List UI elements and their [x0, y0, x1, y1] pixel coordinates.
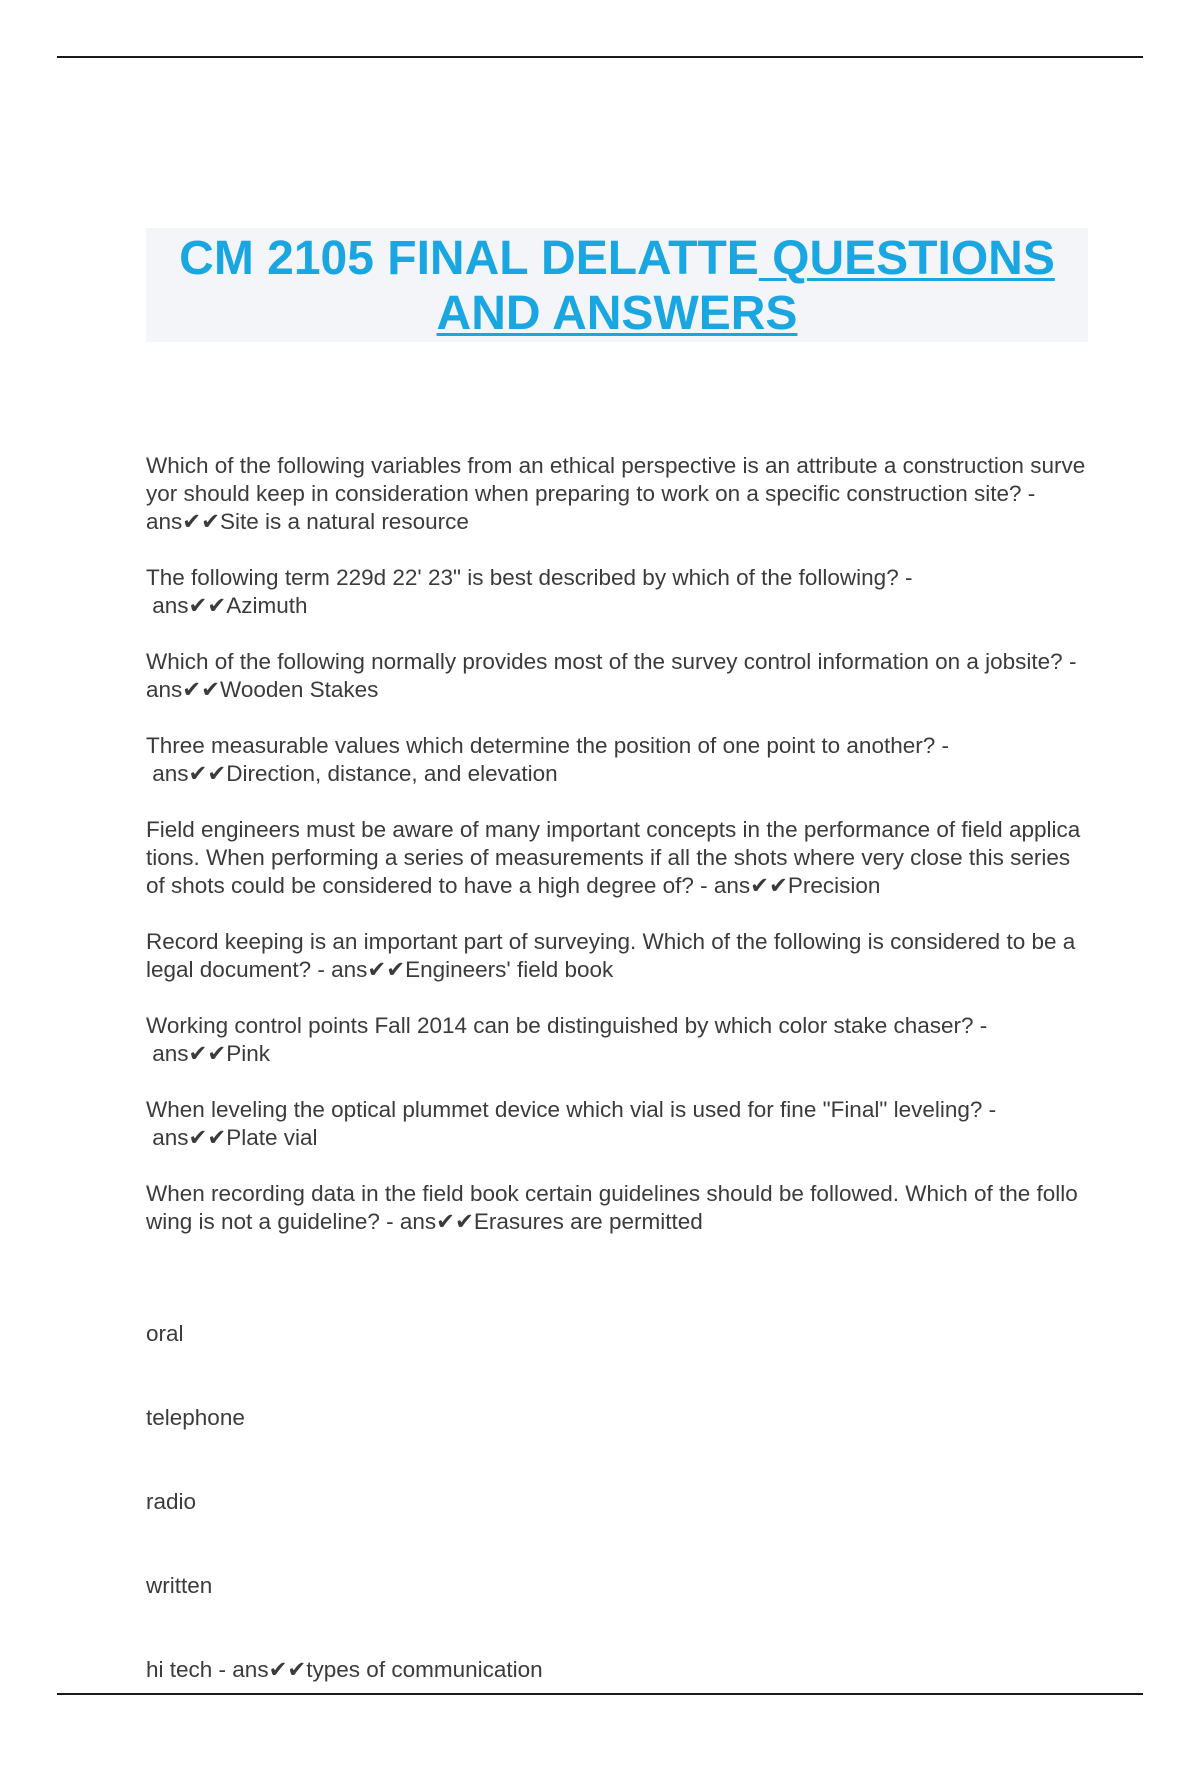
question-text: hi tech -	[146, 1657, 233, 1682]
answer-marker: ans✔✔	[152, 1041, 227, 1066]
answer-marker: ans✔✔	[146, 509, 220, 534]
list-line: oral	[146, 1321, 184, 1346]
qa-content	[146, 452, 1086, 1768]
title-text: CM 2105 FINAL DELATTE	[179, 232, 759, 285]
question-text: Which of the following normally provides most of the survey control information on a jobsite? -	[146, 649, 1083, 674]
qa-item	[146, 1096, 1086, 1152]
answer-group	[146, 509, 469, 534]
answer-text: types of communication	[306, 1657, 543, 1682]
qa-item	[146, 1180, 1086, 1236]
answer-text: Direction, distance, and elevation	[226, 761, 558, 786]
list-line: radio	[146, 1489, 197, 1514]
qa-item-communication	[146, 1264, 1086, 1740]
question-text: When recording data in the field book certain guidelines should be followed. Which of the following is not a guideline? -	[146, 1181, 1078, 1234]
list-line-answer	[146, 1656, 1086, 1684]
answer-group	[146, 677, 378, 702]
answer-text: Plate vial	[226, 1125, 318, 1150]
qa-item	[146, 928, 1086, 984]
answer-group	[331, 957, 613, 982]
bottom-rule	[57, 1693, 1143, 1695]
answer-group	[714, 873, 881, 898]
answer-group	[152, 1125, 317, 1150]
list-line: written	[146, 1573, 213, 1598]
question-text: Field engineers must be aware of many important concepts in the performance of field applications. When performing a series of measurements if all the shots where very close this series of shots could be considered to have a high degree of? -	[146, 817, 1081, 898]
document-title	[146, 228, 1088, 342]
answer-marker: ans✔✔	[152, 1125, 227, 1150]
answer-marker: ans✔✔	[152, 761, 227, 786]
list-line: telephone	[146, 1405, 245, 1430]
answer-marker: ans✔✔	[713, 873, 788, 898]
answer-text: Site is a natural resource	[219, 509, 469, 534]
question-text: When leveling the optical plummet device which vial is used for fine "Final" leveling? -	[146, 1097, 997, 1122]
qa-item	[146, 452, 1086, 536]
answer-marker: ans✔✔	[152, 593, 227, 618]
title-link[interactable]: QUESTIONS AND ANSWERS	[436, 232, 1055, 340]
answer-marker: ans✔✔	[399, 1209, 474, 1234]
answer-marker: ans✔✔	[331, 957, 406, 982]
question-text: Three measurable values which determine the position of one point to another? -	[146, 733, 949, 758]
answer-text: Pink	[226, 1041, 271, 1066]
question-text: Working control points Fall 2014 can be distinguished by which color stake chaser? -	[146, 1013, 988, 1038]
qa-item	[146, 1012, 1086, 1068]
qa-list	[146, 452, 1086, 1236]
answer-text: Wooden Stakes	[219, 677, 379, 702]
answer-group	[152, 761, 557, 786]
qa-item	[146, 648, 1086, 704]
question-text: Record keeping is an important part of surveying. Which of the following is considered to be a legal document? -	[146, 929, 1082, 982]
question-text: The following term 229d 22' 23" is best described by which of the following? -	[146, 565, 913, 590]
top-rule	[57, 56, 1143, 58]
answer-group	[152, 1041, 270, 1066]
answer-text: Precision	[787, 873, 881, 898]
answer-text: Azimuth	[226, 593, 308, 618]
answer-group	[152, 593, 307, 618]
qa-item	[146, 816, 1086, 900]
question-text: Which of the following variables from an ethical perspective is an attribute a construction surveyor should keep in consideration when preparing to work on a specific construction site? -	[146, 453, 1086, 506]
qa-item	[146, 564, 1086, 620]
qa-item	[146, 732, 1086, 788]
answer-text: Erasures are permitted	[473, 1209, 703, 1234]
answer-group	[400, 1209, 703, 1234]
answer-marker: ans✔✔	[146, 677, 220, 702]
answer-text: Engineers' field book	[405, 957, 614, 982]
answer-marker: ans✔✔	[232, 1657, 307, 1682]
